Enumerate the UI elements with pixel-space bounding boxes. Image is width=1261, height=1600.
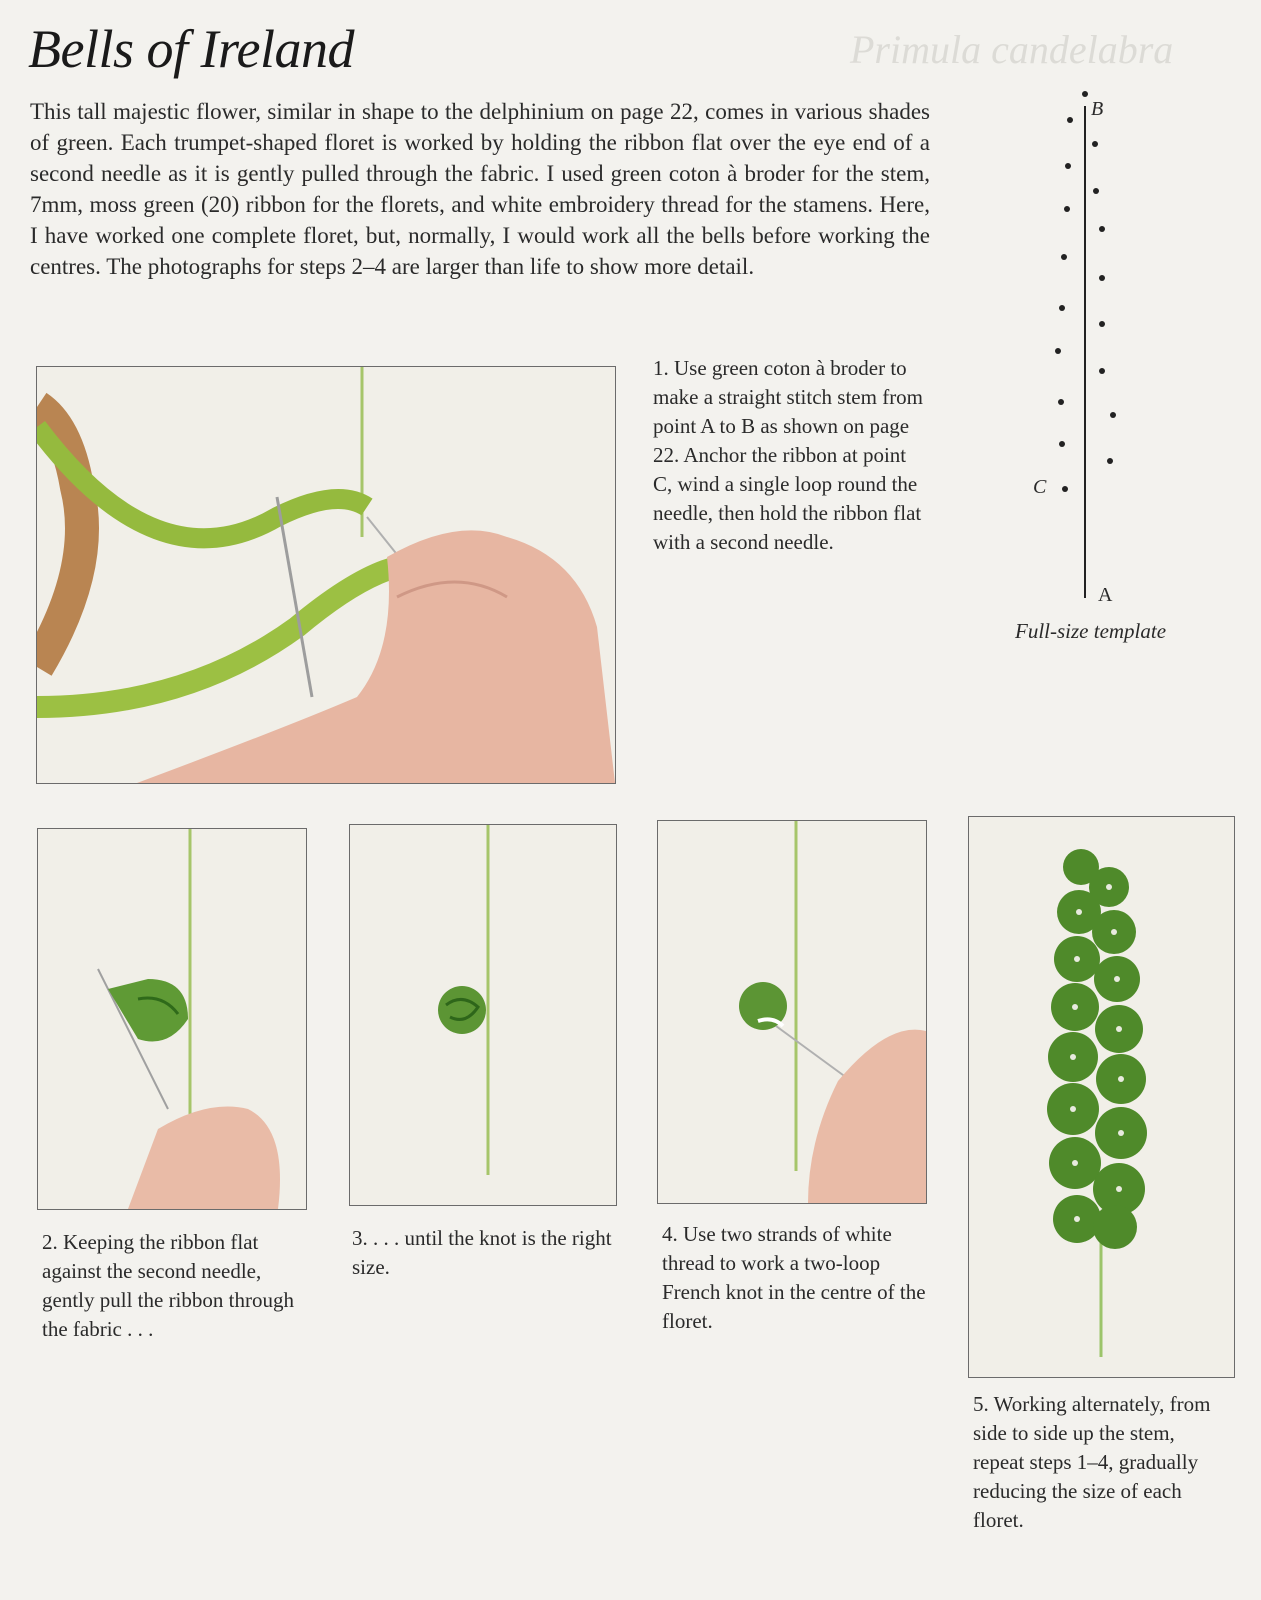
step-3-photo [349, 824, 617, 1206]
bleed-through-heading: Primula candelabra [850, 27, 1174, 72]
step-2-photo [37, 828, 307, 1210]
step-3-caption: 3. . . . until the knot is the right size. [352, 1226, 612, 1279]
template-label-b: B [1091, 98, 1104, 120]
step-4-photo [657, 820, 927, 1204]
full-size-template-diagram [1040, 88, 1130, 608]
page-title: Bells of Ireland [28, 19, 354, 79]
step-1-caption: 1. Use green coton à broder to make a straight stitch stem from point A to B as shown on page 22. Anchor the ribbon at point C, wind a single loop round the needle, then hold the ribbon flat with a second needle. [653, 356, 924, 554]
intro-paragraph: This tall majestic flower, similar in shape to the delphinium on page 22, comes in various shades of green. Each trumpet-shaped floret is worked by holding the ribbon flat over the eye end of a second needle as it is gently pulled through the fabric. I used green coton à broder for the stem, 7mm, moss green (20) ribbon for the florets, and white embroidery thread for the stamens. Here, I have worked one complete floret, but, normally, I would work all the bells before working the centres. The photographs for steps 2–4 are larger than life to show more detail. [30, 99, 930, 279]
step-5-photo [968, 816, 1235, 1378]
step-2-caption: 2. Keeping the ribbon flat against the second needle, gently pull the ribbon through the fabric . . . [42, 1230, 294, 1341]
template-caption: Full-size template [1015, 619, 1167, 643]
step-5-caption: 5. Working alternately, from side to side up the stem, repeat steps 1–4, gradually reducing the size of each floret. [973, 1392, 1211, 1532]
step-4-caption: 4. Use two strands of white thread to work a two-loop French knot in the centre of the floret. [662, 1222, 926, 1333]
step-1-photo [36, 366, 616, 784]
template-label-c: C [1033, 476, 1047, 498]
template-label-a: A [1098, 584, 1113, 606]
